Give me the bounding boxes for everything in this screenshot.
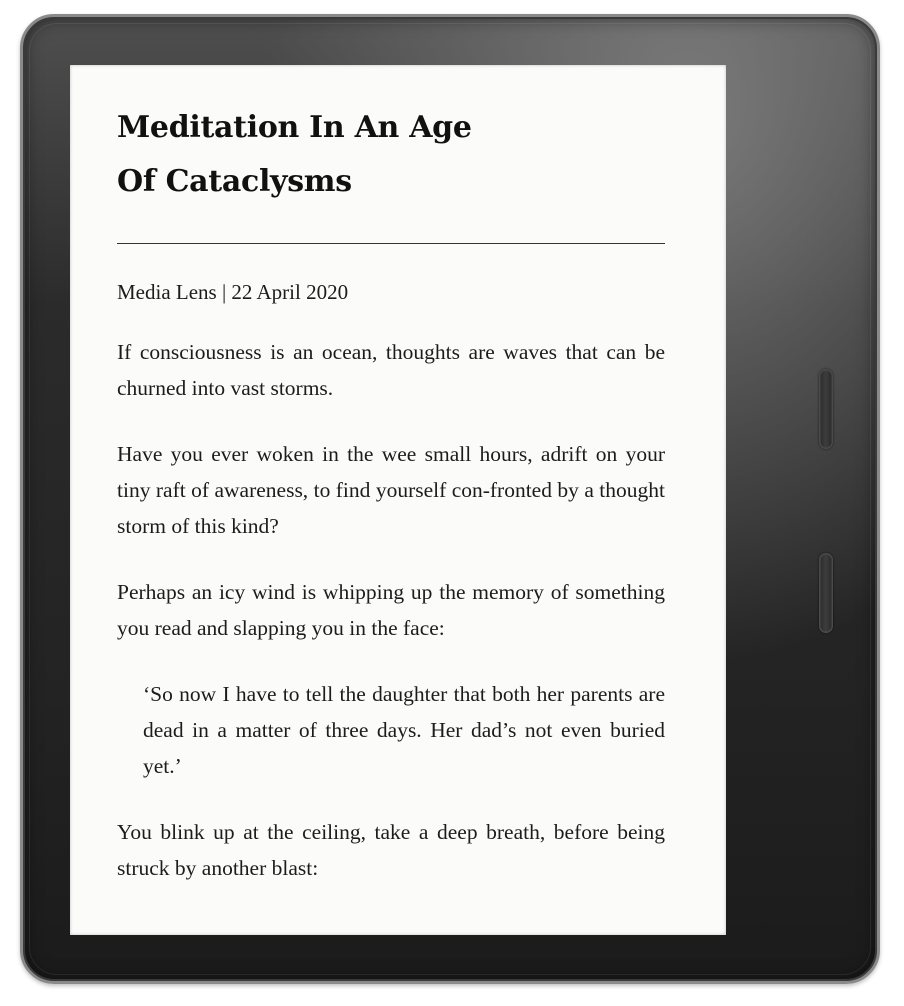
paragraph-2: Have you ever woken in the wee small hours, adrift on your tiny raft of awareness, to find yourself con-fronted by a thought storm of this kind?: [117, 442, 665, 538]
page-back-button[interactable]: [819, 553, 833, 633]
title-divider: [117, 243, 665, 244]
blockquote: ‘So now I have to tell the daughter that both her parents are dead in a matter of three days. Her dad’s not even buried yet.’: [143, 682, 665, 778]
page-forward-button[interactable]: [819, 369, 833, 449]
article-title: [117, 101, 665, 209]
ereader-device: [20, 14, 880, 984]
article-content: [117, 101, 665, 916]
paragraph-3: Perhaps an icy wind is whipping up the memory of something you read and slapping you in the face:: [117, 580, 665, 640]
article-byline: Media Lens | 22 April 2020: [117, 280, 349, 304]
title-line-2: Of Cataclysms: [117, 164, 352, 199]
reading-screen[interactable]: [70, 65, 726, 935]
paragraph-1: If consciousness is an ocean, thoughts are waves that can be churned into vast storms.: [117, 340, 665, 400]
paragraph-4: You blink up at the ceiling, take a deep breath, before being struck by another blast:: [117, 820, 665, 880]
title-line-1: Meditation In An Age: [117, 110, 472, 145]
